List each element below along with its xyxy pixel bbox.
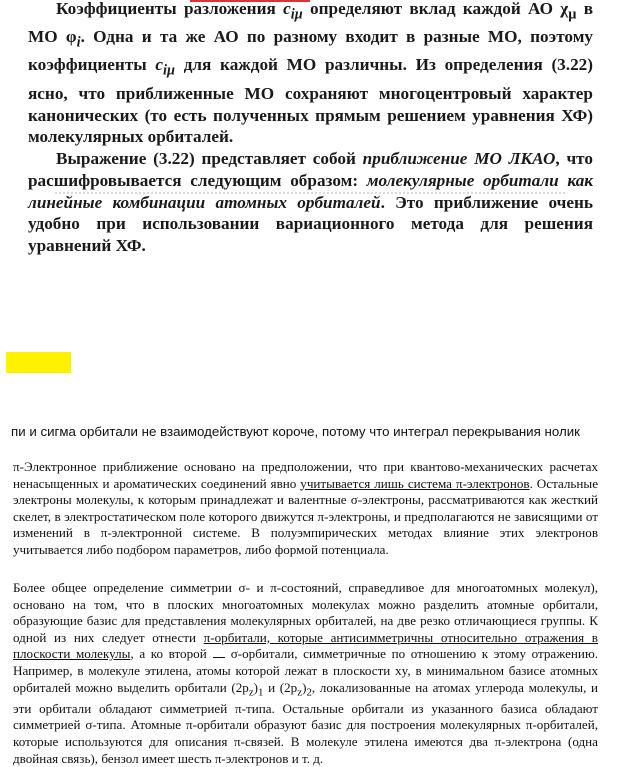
note-line: пи и сигма орбитали не взаимодействуют короче, потому что интеграл перекрывания нолик — [11, 424, 580, 439]
textbook-text — [28, 0, 593, 257]
underlined-phrase: π-орбитали, которые антисимметричны относительно отражения в плоскости молекулы — [13, 629, 598, 662]
textbook-paragraph-1: Коэффициенты разложения $c_{i\mu}$ определяют вклад каждой АО $\chi_\mu$ в МО $\varphi_i$. Одна и та же АО по разному входит в разные МО, поэтому коэффициенты $c_{i\mu}$ для каждой МО различны. Из определения (3.22) ясно, что приближенные МО сохраняют многоцентровый характер канонических (то есть полученных прямым решением уравнения ХФ) молекулярных орбиталей. — [28, 0, 593, 147]
paragraph-symmetry-definition: Более общее определение симметрии σ- и π-состояний, справедливое для многоатомных молекул), основано на том, что в плоских многоатомных молекулах можно разделить атомные орбитали, образующие базис для представления молекулярных орбиталей, на две резко отличающиеся группы. К одной из них следует отнести π-орбитали, которые антисимметричны относительно отражения в плоскости молекулы, а ко второй σ-орбитали, симметричные по отношению к этому отражению. Например, в молекуле этилена, атомы которой лежат в плоскости xy, в минимальном базисе атомных орбиталей можно выделить орбитали $(2p_z)_1$ и $(2p_z)_2$, локализованные на атомах углерода молекулы, и эти орбитали обладают симметрией π-типа. Остальные орбитали из указанного базиса обладают симметрией σ-типа. Атомные π-орбитали образуют базис для построения молекулярных π-орбиталей, которые используются для описания π-связей. В молекуле этилена имеются два π-электрона (одна двойная связь), бензол имеет шесть π-электронов и т. д. — [13, 580, 598, 766]
crop-edge — [55, 192, 565, 199]
underlined-phrase: учитывается лишь система π-электронов — [300, 475, 530, 491]
scanned-textbook-excerpt — [0, 0, 618, 256]
blank-line — [213, 657, 225, 658]
paragraph-pi-electron-approximation: π-Электронное приближение основано на предположении, что при квантово-механических расчетах ненасыщенных и ароматических соединений явно учитывается лишь система π-электронов. Остальные электроны молекулы, к которым принадлежат и валентные σ-электроны, рассматриваются как жесткий скелет, в электростатическом поле которого движутся π-электроны, и предполагаются не зависящими от изменений в π-электронной системе. В полуэмпирических методах влияние этих электронов учитывается либо подбором параметров, либо формой потенциала. — [13, 459, 599, 557]
textbook-paragraph-2: Выражение (3.22) представляет собой приближение МО ЛКАО, что расшифровывается следующим образом: молекулярные орбитали как линейные комбинации атомных орбиталей. Это приближение очень удобно при использовании вариационного метода для решения уравнений ХФ. — [28, 149, 593, 256]
yellow-highlight — [6, 352, 71, 373]
